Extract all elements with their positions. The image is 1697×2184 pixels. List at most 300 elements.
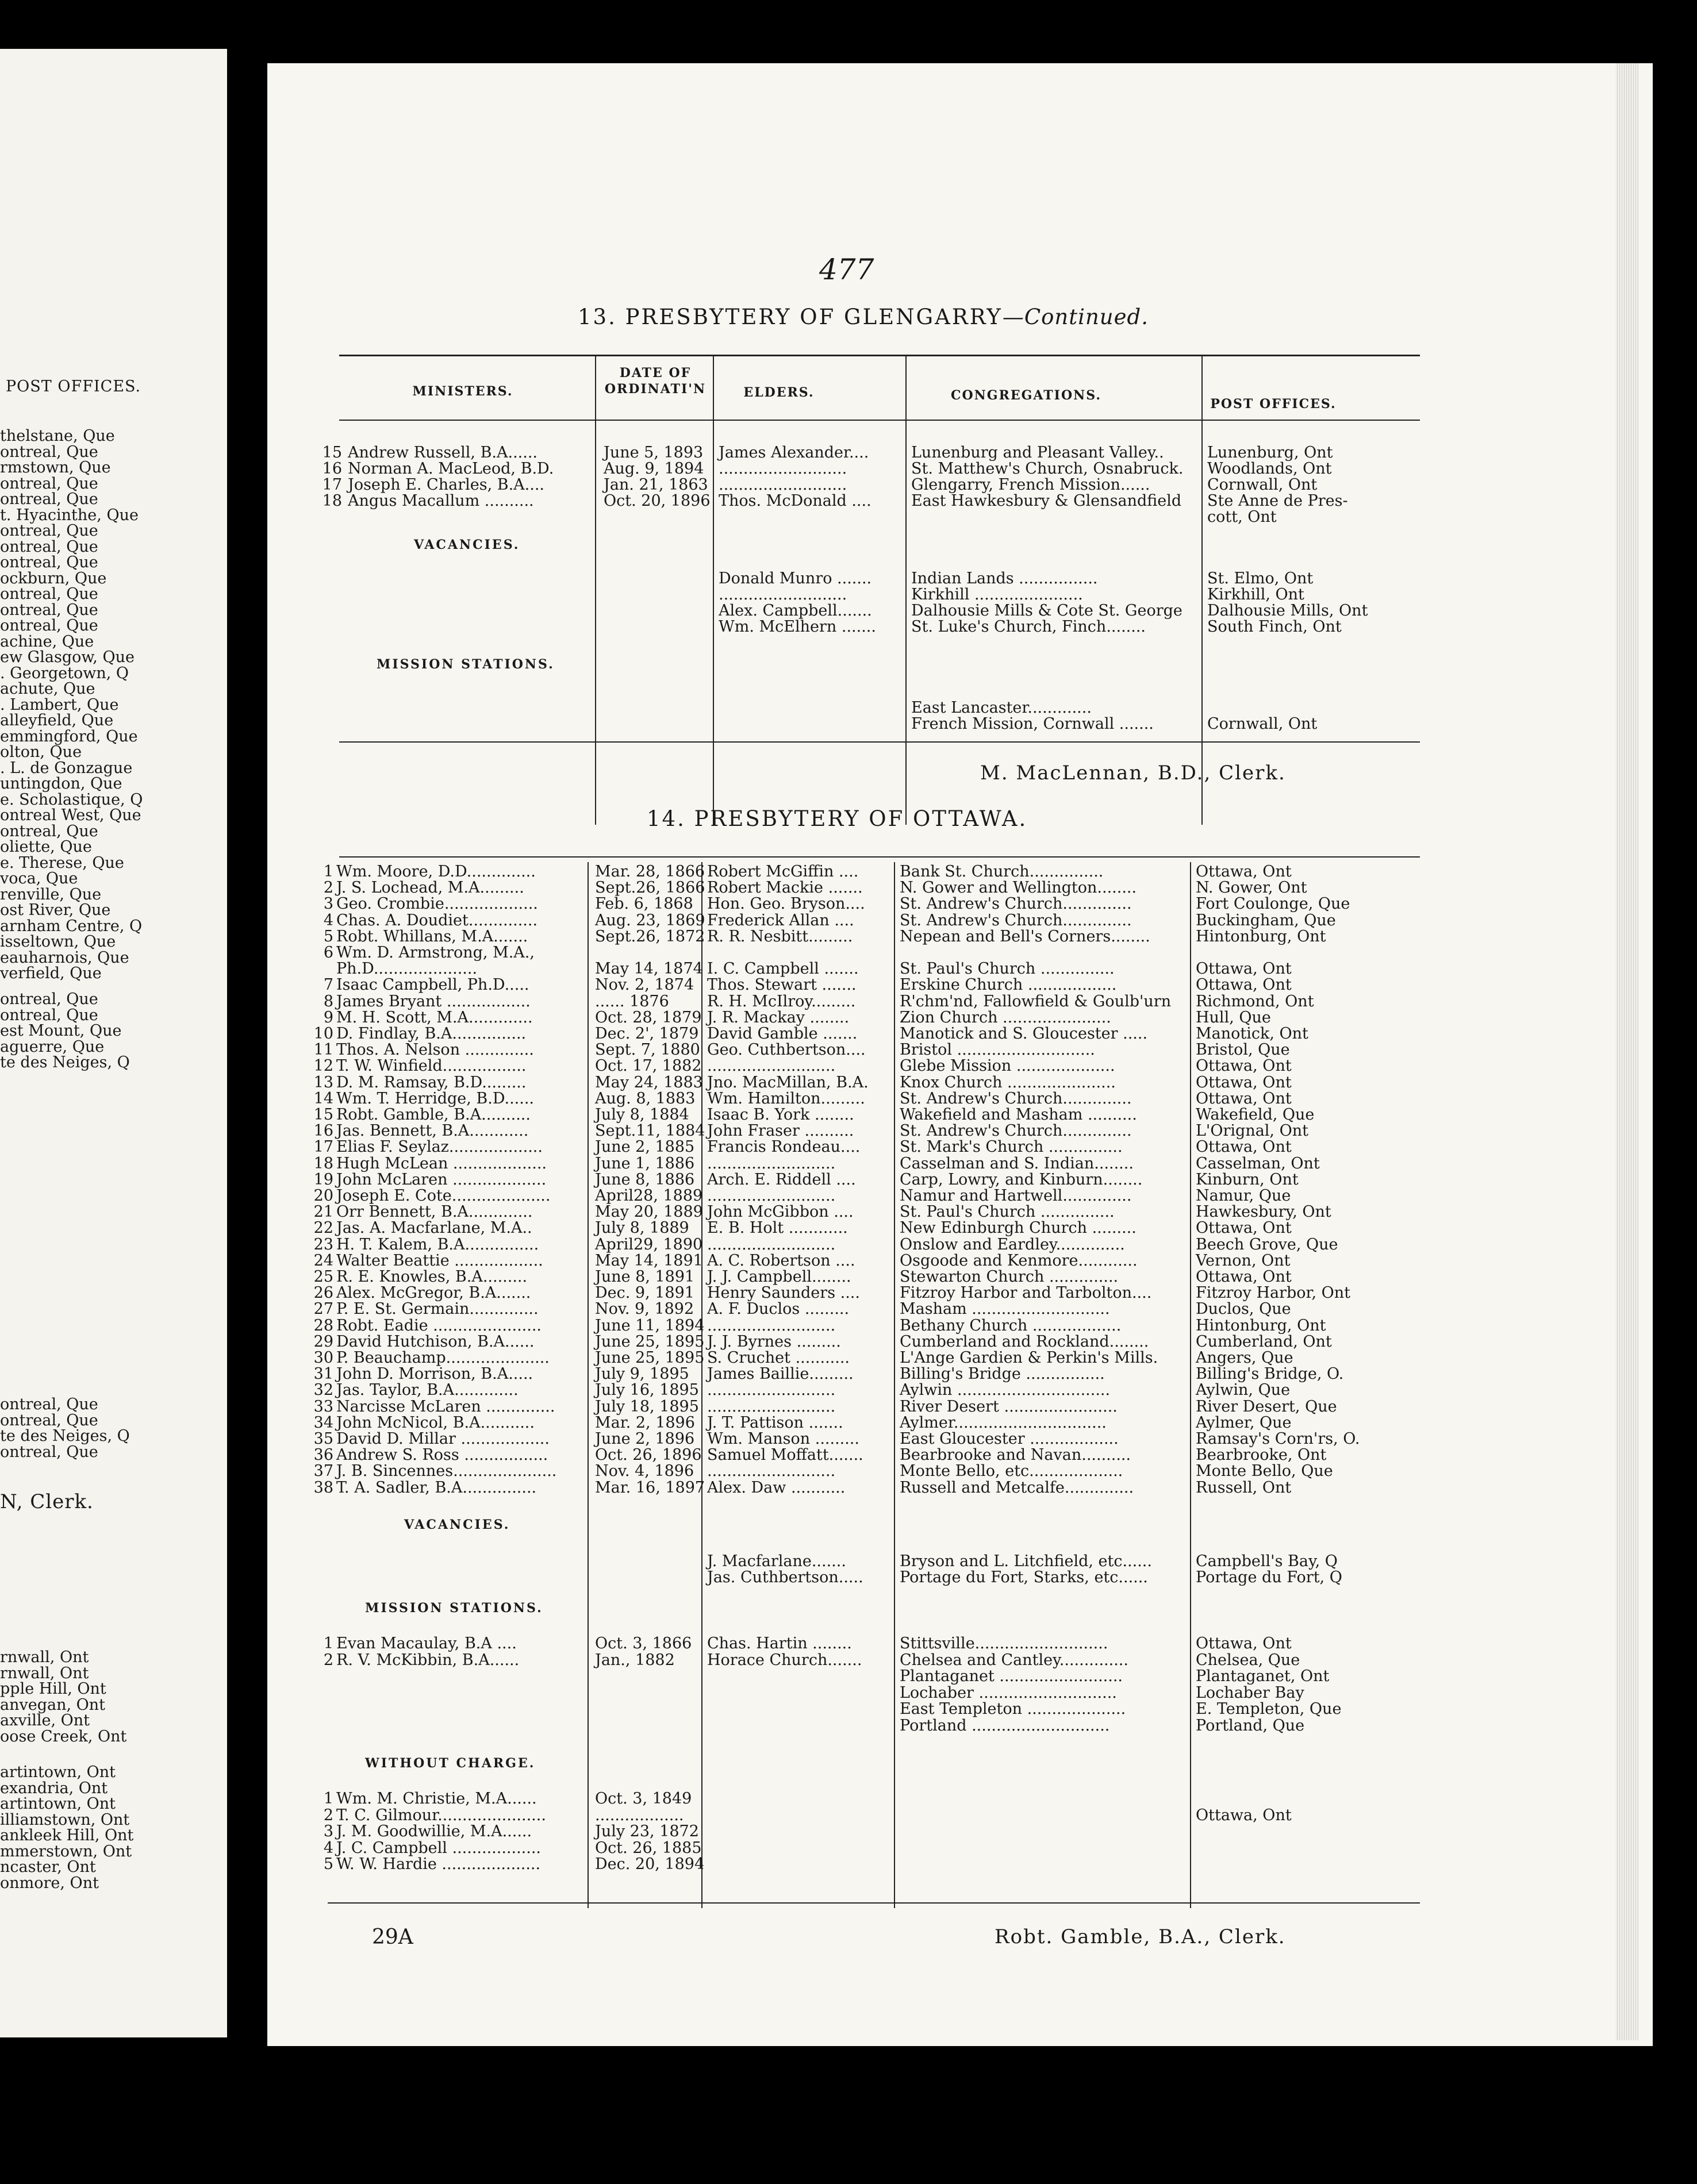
n-cell: 18 [322,492,342,510]
left-list-item: ontreal, Que [0,990,98,1008]
minister-cell: H. T. Kalem, B.A............... [336,1235,539,1254]
left-list-item: e. Scholastique, Q [0,790,143,809]
n-cell: 1 [323,863,333,880]
congregation-cell: French Mission, Cornwall ....... [911,715,1154,733]
post-cell: E. Templeton, Que [1196,1700,1342,1718]
date-cell: Aug. 8, 1883 [595,1089,696,1108]
date-cell: Dec. 20, 1894 [595,1855,705,1873]
table-row [267,1171,1653,1188]
n-cell: 6 [323,944,333,962]
date-cell: June 2, 1885 [595,1138,695,1156]
date-cell: April29, 1890 [595,1235,703,1254]
elder-cell: Geo. Cuthbertson.... [707,1041,866,1059]
congregation-cell: East Templeton .................... [900,1700,1126,1718]
date-cell: May 24, 1883 [595,1073,703,1091]
ottawa-end-rule [328,1902,1420,1904]
left-list-item: te des Neiges, Q [0,1427,130,1445]
left-list-2 [0,991,130,1071]
table-row [267,1139,1653,1155]
n-cell: 25 [313,1268,333,1286]
elder-cell: Frederick Allan .... [707,911,854,929]
header-rule-bottom [339,420,1420,421]
date-cell: June 1, 1886 [595,1154,695,1172]
n-cell: 7 [323,976,333,994]
table-row [267,944,1653,961]
post-cell: Ottawa, Ont [1196,1219,1292,1237]
elder-cell: J. Macfarlane....... [707,1552,846,1570]
post-cell: Ottawa, Ont [1196,976,1292,994]
congregation-cell: East Lancaster............. [911,699,1092,717]
post-cell: Campbell's Bay, Q [1196,1552,1338,1570]
n-cell: 35 [313,1430,333,1448]
minister-cell: Wm. M. Christie, M.A...... [336,1790,537,1808]
left-list-5 [0,1764,133,1891]
post-cell: Ottawa, Ont [1196,1806,1292,1824]
date-cell: July 8, 1889 [595,1219,689,1237]
date-cell: Sept. 7, 1880 [595,1041,700,1059]
left-post-offices-header: POST OFFICES. [6,378,141,395]
congregation-cell: Namur and Hartwell.............. [900,1187,1132,1205]
congregation-cell: Kirkhill ...................... [911,586,1083,603]
minister-cell: Alex. McGregor, B.A....... [336,1284,531,1302]
minister-cell: Robt. Gamble, B.A.......... [336,1106,531,1124]
table-row [267,509,1653,525]
elder-cell: Hon. Geo. Bryson.... [707,895,865,913]
minister-cell: T. A. Sadler, B.A............... [336,1478,537,1497]
congregation-cell: Carp, Lowry, and Kinburn........ [900,1170,1143,1189]
left-list-item: emmingford, Que [0,727,138,745]
congregation-cell: N. Gower and Wellington........ [900,879,1137,897]
post-cell: Hawkesbury, Ont [1196,1203,1331,1221]
elder-cell: .......................... [707,1235,836,1254]
ottawa-title: 14. PRESBYTERY OF OTTAWA. [647,806,1028,831]
post-cell: Cornwall, Ont [1207,715,1318,733]
n-cell: 17 [322,476,342,494]
table-row [267,1252,1653,1269]
left-list-item: artintown, Ont [0,1795,116,1813]
elder-cell: A. F. Duclos ......... [707,1300,850,1318]
date-cell: Sept.11, 1884 [595,1122,705,1140]
left-page [0,49,227,2037]
table-row [267,1220,1653,1236]
left-list-item: . L. de Gonzague [0,759,133,777]
post-cell: cott, Ont [1207,508,1277,526]
table-row [267,1187,1653,1204]
minister-cell: Isaac Campbell, Ph.D..... [336,976,529,994]
elder-cell: Isaac B. York ........ [707,1106,854,1124]
minister-cell: R. E. Knowles, B.A......... [336,1268,528,1286]
congregation-cell: St. Paul's Church ............... [900,960,1115,978]
congregation-cell: Chelsea and Cantley.............. [900,1651,1128,1669]
table-row [267,912,1653,929]
signature-mark: 29A [372,1925,413,1949]
glengarry-title-cont: —Continued. [1002,305,1149,329]
table-row [267,1652,1653,1668]
elder-cell: .......................... [719,476,847,494]
table-row [267,1790,1653,1807]
glengarry-vacancies-label: VACANCIES. [414,537,520,552]
elder-cell: Thos. McDonald .... [719,492,871,510]
ottawa-vacancies-label: VACANCIES. [404,1517,510,1532]
left-list-item: ost River, Que [0,901,111,919]
table-row [267,699,1653,716]
n-cell: 1 [323,1635,333,1652]
congregation-cell: Stittsville........................... [900,1635,1108,1652]
n-cell: 28 [313,1316,333,1335]
n-cell: 4 [323,911,333,929]
n-cell: 33 [313,1397,333,1416]
elder-cell: Wm. Manson ......... [707,1430,859,1448]
table-row [267,1463,1653,1479]
post-cell: Kirkhill, Ont [1207,586,1304,603]
post-cell: Vernon, Ont [1196,1251,1291,1270]
table-row [267,1317,1653,1334]
n-cell: 19 [313,1170,333,1189]
n-cell: 27 [313,1300,333,1318]
table-row [267,493,1653,509]
table-row [267,1635,1653,1652]
elder-cell: I. C. Campbell ....... [707,960,859,978]
post-cell: Fort Coulonge, Que [1196,895,1350,913]
n-cell: 31 [313,1365,333,1383]
left-list-item: ontreal, Que [0,617,98,635]
elder-cell: .......................... [707,1057,836,1075]
elder-cell: .......................... [707,1187,836,1205]
minister-cell: P. E. St. Germain.............. [336,1300,539,1318]
n-cell: 2 [323,879,333,897]
glengarry-title-main: 13. PRESBYTERY OF GLENGARRY [578,305,1003,329]
post-cell: South Finch, Ont [1207,618,1342,636]
congregation-cell: Wakefield and Masham .......... [900,1106,1137,1124]
elder-cell: E. B. Holt ............ [707,1219,848,1237]
post-cell: Fitzroy Harbor, Ont [1196,1284,1351,1302]
table-row [267,1414,1653,1431]
post-cell: Lochaber Bay [1196,1683,1304,1702]
post-cell: Richmond, Ont [1196,992,1314,1010]
congregation-cell: Monte Bello, etc................... [900,1462,1123,1481]
table-row [267,570,1653,587]
left-list-item: rmstown, Que [0,459,111,476]
congregation-cell: Billing's Bridge ................ [900,1365,1105,1383]
table-row [267,1236,1653,1253]
elder-cell: S. Cruchet ........... [707,1349,850,1367]
minister-cell: Jas. A. Macfarlane, M.A.. [336,1219,532,1237]
minister-cell: Andrew S. Ross ................. [336,1446,548,1464]
left-list-item: ontreal, Que [0,443,98,461]
congregation-cell: River Desert ....................... [900,1397,1118,1416]
glengarry-missions-label: MISSION STATIONS. [377,657,555,672]
col-header-post-offices: POST OFFICES. [1210,397,1337,412]
date-cell: Oct. 3, 1849 [595,1790,692,1808]
left-list-item: exandria, Ont [0,1779,108,1797]
date-cell: Aug. 23, 1869 [595,911,705,929]
n-cell: 21 [313,1203,333,1221]
post-cell: Aylmer, Que [1196,1413,1292,1432]
date-cell: Oct. 3, 1866 [595,1635,692,1652]
table-row [267,1025,1653,1042]
left-list-item: ontreal, Que [0,537,98,556]
table-row [267,1285,1653,1301]
n-cell: 23 [313,1235,333,1254]
n-cell: 5 [323,1855,333,1873]
left-list-item: ontreal, Que [0,822,98,840]
table-row [267,476,1653,493]
minister-cell: P. Beauchamp..................... [336,1349,550,1367]
left-list-item: axville, Ont [0,1712,90,1729]
table-row [267,1717,1653,1734]
glengarry-clerk: M. MacLennan, B.D., Clerk. [980,762,1286,785]
date-cell: Nov. 4, 1896 [595,1462,694,1481]
post-cell: Beech Grove, Que [1196,1235,1338,1254]
congregation-cell: Aylwin ............................... [900,1381,1111,1399]
table-row [267,1301,1653,1317]
minister-cell: Chas. A. Doudiet.............. [336,911,538,929]
left-list-item: ontreal West, Que [0,806,141,824]
n-cell: 4 [323,1839,333,1857]
glengarry-title [578,305,1149,329]
elder-cell: Alex. Daw ........... [707,1478,846,1497]
n-cell: 20 [313,1187,333,1205]
date-cell: July 23, 1872 [595,1822,699,1840]
minister-cell: T. W. Winfield................. [336,1057,527,1075]
minister-cell: Norman A. MacLeod, B.D. [348,460,554,478]
table-row [267,444,1653,461]
elder-cell: James Baillie......... [707,1365,854,1383]
left-list-3 [0,1397,130,1460]
minister-cell: J. S. Lochead, M.A......... [336,879,524,897]
post-cell: Woodlands, Ont [1207,460,1332,478]
left-list-item: e. Therese, Que [0,853,124,872]
left-clerk: N, Clerk. [0,1490,94,1513]
left-list-item: ontreal, Que [0,490,98,508]
congregation-cell: Masham ............................ [900,1300,1110,1318]
elder-cell: J. T. Pattison ....... [707,1413,843,1432]
date-cell: Nov. 2, 1874 [595,976,694,994]
left-list-item: oose Creek, Ont [0,1727,127,1745]
date-cell: June 8, 1891 [595,1268,695,1286]
elder-cell: .......................... [707,1154,836,1172]
minister-cell: J. B. Sincennes..................... [336,1462,557,1481]
date-cell: Jan., 1882 [595,1651,675,1669]
congregation-cell: East Gloucester .................. [900,1430,1119,1448]
date-cell: Oct. 26, 1896 [595,1446,702,1464]
left-list-item: ontreal, Que [0,1443,98,1461]
left-list-item: ockburn, Que [0,569,107,587]
left-list-item: onmore, Ont [0,1874,99,1892]
post-cell: River Desert, Que [1196,1397,1337,1416]
page-edge [1615,63,1638,2040]
date-cell: Oct. 17, 1882 [595,1057,702,1075]
left-list-item: ontreal, Que [0,1411,98,1429]
table-row [267,879,1653,896]
date-cell: June 2, 1896 [595,1430,695,1448]
post-cell: Ottawa, Ont [1196,863,1292,880]
elder-cell: David Gamble ....... [707,1025,858,1043]
post-cell: Manotick, Ont [1196,1025,1308,1043]
date-cell: July 8, 1884 [595,1106,689,1124]
n-cell: 26 [313,1284,333,1302]
left-list-4 [0,1649,126,1744]
elder-cell: R. H. McIlroy......... [707,992,856,1010]
date-cell: July 9, 1895 [595,1365,689,1383]
post-cell: Hintonburg, Ont [1196,927,1326,945]
date-cell: Sept.26, 1872 [595,927,705,945]
left-list-item: rnwall, Ont [0,1648,89,1666]
minister-cell: Geo. Crombie................... [336,895,538,913]
left-list-item: ontreal, Que [0,522,98,540]
elder-cell: J. R. Mackay ........ [707,1008,850,1026]
post-cell: Dalhousie Mills, Ont [1207,602,1368,620]
ottawa-clerk: Robt. Gamble, B.A., Clerk. [995,1925,1286,1948]
congregation-cell: Bearbrooke and Navan.......... [900,1446,1131,1464]
table-row [267,1203,1653,1220]
table-row [267,928,1653,945]
left-list-item: ncaster, Ont [0,1858,96,1876]
n-cell: 15 [313,1106,333,1124]
date-cell: Sept.26, 1866 [595,879,705,897]
minister-cell: D. M. Ramsay, B.D......... [336,1073,527,1091]
left-list-item: achute, Que [0,680,95,698]
date-cell: May 14, 1874 [595,960,703,978]
n-cell: 15 [322,444,342,462]
congregation-cell: Bryson and L. Litchfield, etc...... [900,1552,1152,1570]
post-cell: Hintonburg, Ont [1196,1316,1326,1335]
elder-cell: Francis Rondeau.... [707,1138,861,1156]
date-cell: June 25, 1895 [595,1332,705,1351]
table-row [267,1155,1653,1172]
left-list-item: untingdon, Que [0,775,122,793]
table-row [267,1569,1653,1586]
congregation-cell: Indian Lands ................ [911,570,1098,587]
minister-cell: John McLaren ................... [336,1170,547,1189]
minister-cell: Wm. T. Herridge, B.D...... [336,1089,535,1108]
left-list-item: verfield, Que [0,964,102,982]
col-header-elders: ELDERS. [743,385,815,400]
elder-cell: James Alexander.... [719,444,869,462]
col-header-date: DATE OF ORDINATI'N [604,366,707,397]
minister-cell: Ph.D..................... [336,960,478,978]
elder-cell: Wm. McElhern ....... [719,618,876,636]
post-cell: Hull, Que [1196,1008,1271,1026]
elder-cell: Henry Saunders .... [707,1284,860,1302]
table-row [267,1041,1653,1058]
table-row [267,1431,1653,1447]
minister-cell: Elias F. Seylaz................... [336,1138,543,1156]
table-row [267,460,1653,477]
date-cell: Mar. 16, 1897 [595,1478,705,1497]
date-cell: Oct. 26, 1885 [595,1839,702,1857]
left-list-item: te des Neiges, Q [0,1053,130,1071]
elder-cell: .......................... [719,460,847,478]
date-cell: June 8, 1886 [595,1170,695,1189]
post-cell: Cumberland, Ont [1196,1332,1332,1351]
congregation-cell: Bristol ............................ [900,1041,1095,1059]
congregation-cell: St. Luke's Church, Finch........ [911,618,1146,636]
elder-cell: .......................... [707,1397,836,1416]
elder-cell: A. C. Robertson .... [707,1251,855,1270]
left-list-item: . Lambert, Que [0,695,119,714]
n-cell: 1 [323,1790,333,1808]
post-cell: Ste Anne de Pres- [1207,492,1348,510]
post-cell: Buckingham, Que [1196,911,1336,929]
table-row [267,1553,1653,1570]
congregation-cell: Cumberland and Rockland........ [900,1332,1149,1351]
n-cell: 16 [313,1122,333,1140]
elder-cell: Thos. Stewart ....... [707,976,857,994]
minister-cell: Robt. Whillans, M.A....... [336,927,528,945]
date-cell: May 20, 1889 [595,1203,703,1221]
congregation-cell: St. Mark's Church ............... [900,1138,1123,1156]
n-cell: 34 [313,1413,333,1432]
n-cell: 3 [323,895,333,913]
date-cell: July 18, 1895 [595,1397,699,1416]
post-cell: Portland, Que [1196,1716,1305,1735]
minister-cell: Joseph E. Cote.................... [336,1187,551,1205]
left-list-item: mmerstown, Ont [0,1842,132,1860]
date-cell: Mar. 28, 1866 [595,863,705,880]
minister-cell: David D. Millar .................. [336,1430,550,1448]
table-row [267,1479,1653,1496]
left-list-item: voca, Que [0,870,78,887]
date-cell: June 11, 1894 [595,1316,705,1335]
ottawa-without-label: WITHOUT CHARGE. [365,1756,536,1771]
table-row [267,1349,1653,1366]
n-cell: 22 [313,1219,333,1237]
n-cell: 3 [323,1822,333,1840]
post-cell: Ottawa, Ont [1196,1268,1292,1286]
left-list-item: renville, Que [0,885,102,903]
n-cell: 17 [313,1138,333,1156]
table-row [267,586,1653,603]
congregation-cell: St. Andrew's Church.............. [900,1089,1132,1108]
left-list-item: alleyfield, Que [0,712,114,729]
n-cell: 29 [313,1332,333,1351]
post-cell: N. Gower, Ont [1196,879,1307,897]
table-row [267,1840,1653,1856]
n-cell: 37 [313,1462,333,1481]
minister-cell: Jas. Bennett, B.A............ [336,1122,529,1140]
col-header-ministers: MINISTERS. [412,384,513,399]
congregation-cell: Portland ............................ [900,1716,1110,1735]
congregation-cell: St. Matthew's Church, Osnabruck. [911,460,1184,478]
minister-cell: Orr Bennett, B.A............. [336,1203,533,1221]
left-list-item: ew Glasgow, Que [0,648,135,666]
table-row [267,960,1653,977]
post-cell: Cornwall, Ont [1207,476,1318,494]
post-cell: St. Elmo, Ont [1207,570,1314,587]
date-cell: Dec. 2', 1879 [595,1025,699,1043]
post-cell: Bristol, Que [1196,1041,1290,1059]
congregation-cell: Plantaganet ......................... [900,1667,1123,1685]
left-list-item: ontreal, Que [0,1395,98,1413]
table-row [267,1106,1653,1123]
minister-cell: R. V. McKibbin, B.A...... [336,1651,520,1669]
post-cell: Angers, Que [1196,1349,1293,1367]
elder-cell: Arch. E. Riddell .... [707,1170,856,1189]
table-row [267,716,1653,732]
elder-cell: J. J. Campbell........ [707,1268,851,1286]
table-row [267,1074,1653,1091]
congregation-cell: Russell and Metcalfe.............. [900,1478,1134,1497]
date-cell: .................. [595,1806,684,1824]
n-cell: 10 [313,1025,333,1043]
post-cell: Billing's Bridge, O. [1196,1365,1344,1383]
date-cell: June 5, 1893 [604,444,704,462]
congregation-cell: Manotick and S. Gloucester ..... [900,1025,1148,1043]
congregation-cell: Nepean and Bell's Corners........ [900,927,1150,945]
date-cell: Oct. 20, 1896 [604,492,711,510]
page-number: 477 [819,253,874,286]
